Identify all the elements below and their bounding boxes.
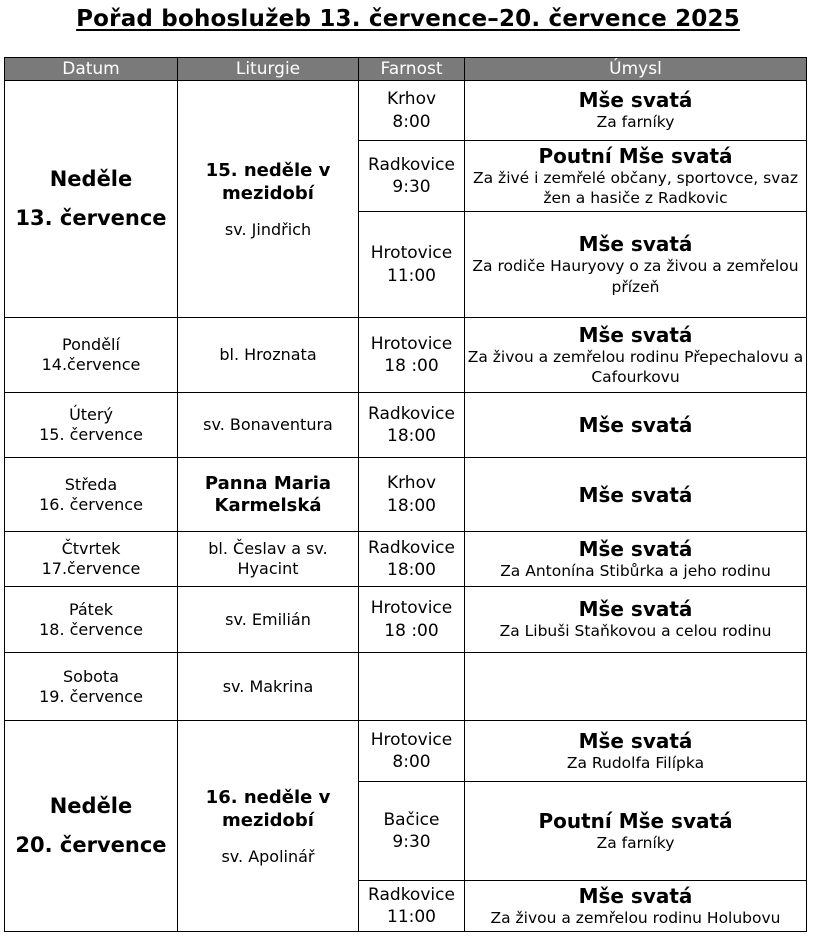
parish-cell: [359, 587, 465, 653]
parish-cell: [359, 653, 465, 721]
parish-name: Krhov: [386, 473, 437, 494]
header-row: [5, 58, 807, 81]
mass-type: Poutní Mše svatá: [538, 143, 733, 168]
mass-time: 9:30: [392, 177, 431, 197]
day-date: 16. července: [39, 494, 143, 514]
mass-intention: Za Libuši Staňkovou a celou rodinu: [499, 622, 772, 641]
mass-type: Mše svatá: [578, 413, 693, 437]
intention-cell: [465, 532, 807, 587]
mass-intention: Za živou a zemřelou rodinu Přepechalovu a Cafourkovu: [467, 347, 804, 386]
mass-intention: Za Antonína Stibůrka a jeho rodinu: [500, 561, 771, 580]
intention-cell: [465, 458, 807, 532]
day-date: 19. července: [39, 686, 143, 706]
liturgy-title: 16. neděle v mezidobí: [205, 786, 331, 832]
mass-intention: Za rodiče Hauryovy o za živou a zemřelou přízeň: [472, 257, 799, 296]
parish-cell: [359, 212, 465, 318]
day-date: 13. července: [15, 206, 167, 230]
intention-cell: [465, 782, 807, 881]
parish-name: Radkovice: [368, 154, 455, 175]
parish-name: Hrotovice: [370, 333, 453, 354]
mass-time: 18 :00: [384, 620, 439, 641]
intention-cell: [465, 653, 807, 721]
day-name: Čtvrtek: [61, 539, 121, 559]
parish-cell: [359, 393, 465, 458]
day-name: Úterý: [69, 405, 113, 425]
parish-name: Radkovice: [368, 884, 455, 905]
parish-name: Hrotovice: [370, 729, 453, 750]
intention-cell: [465, 318, 807, 393]
table-row: [5, 81, 807, 141]
liturgy-cell: Panna Maria Karmelská: [178, 458, 359, 532]
mass-time: 18:00: [387, 426, 436, 446]
date-cell: [5, 532, 178, 587]
table-row: [5, 587, 807, 653]
day-name: Pátek: [68, 599, 114, 619]
mass-type: Mše svatá: [578, 232, 693, 257]
intention-cell: [465, 881, 807, 932]
day-date: 18. července: [39, 619, 143, 639]
table-row: [5, 458, 807, 532]
header-parish: Farnost: [359, 58, 465, 81]
mass-intention: Za Rudolfa Filípka: [566, 753, 705, 772]
liturgy-cell: [178, 721, 359, 932]
day-name: Neděle: [49, 793, 133, 818]
intention-cell: [465, 721, 807, 782]
liturgy-cell: bl. Hroznata: [178, 318, 359, 393]
day-name: Středa: [64, 474, 118, 494]
mass-type: Mše svatá: [578, 597, 693, 622]
parish-cell: [359, 881, 465, 932]
day-name: Pondělí: [62, 335, 120, 355]
parish-cell: [359, 81, 465, 141]
mass-time: 11:00: [387, 265, 436, 286]
mass-intention: Za farníky: [596, 833, 675, 852]
mass-time: 9:30: [392, 832, 431, 852]
parish-cell: [359, 782, 465, 881]
date-cell: [5, 318, 178, 393]
date-cell: [5, 393, 178, 458]
day-name: Neděle: [49, 166, 133, 191]
intention-cell: [465, 81, 807, 141]
parish-cell: [359, 141, 465, 212]
table-row: [5, 721, 807, 782]
table-row: [5, 532, 807, 587]
intention-cell: [465, 393, 807, 458]
mass-time: 8:00: [392, 111, 431, 132]
mass-type: Mše svatá: [578, 88, 693, 113]
parish-name: Bačice: [383, 809, 440, 830]
parish-name: Radkovice: [368, 403, 455, 424]
parish-name: Hrotovice: [370, 598, 453, 619]
mass-type: Poutní Mše svatá: [538, 808, 733, 833]
header-intention: Úmysl: [465, 58, 807, 81]
day-date: 17.července: [41, 559, 141, 578]
schedule-table: [4, 57, 807, 932]
mass-type: Mše svatá: [578, 728, 693, 753]
liturgy-cell: sv. Emilián: [178, 587, 359, 653]
table-row: [5, 653, 807, 721]
mass-time: 18:00: [387, 495, 436, 516]
date-cell: [5, 587, 178, 653]
day-date: 15. července: [39, 425, 143, 444]
mass-intention: Za živou a zemřelou rodinu Holubovu: [490, 908, 781, 927]
mass-intention: Za živé i zemřelé občany, sportovce, svaz žen a hasiče z Radkovic: [473, 168, 798, 207]
mass-type: Mše svatá: [578, 536, 693, 561]
date-cell: [5, 81, 178, 318]
mass-type: Mše svatá: [578, 322, 693, 347]
parish-cell: [359, 318, 465, 393]
day-date: 14.července: [41, 355, 141, 374]
date-cell: [5, 458, 178, 532]
liturgy-saint: sv. Jindřich: [224, 219, 312, 239]
parish-cell: [359, 721, 465, 782]
mass-time: 18 :00: [384, 356, 439, 376]
parish-name: Krhov: [386, 89, 437, 110]
table-row: [5, 318, 807, 393]
parish-cell: [359, 458, 465, 532]
day-name: Sobota: [63, 666, 119, 686]
parish-name: Radkovice: [368, 537, 455, 558]
liturgy-saint: sv. Apolinář: [221, 846, 315, 866]
date-cell: [5, 653, 178, 721]
date-cell: [5, 721, 178, 932]
liturgy-title: 15. neděle v mezidobí: [205, 159, 331, 205]
day-date: 20. července: [15, 833, 167, 857]
liturgy-cell: bl. Česlav a sv. Hyacint: [178, 532, 359, 587]
header-liturgy: Liturgie: [178, 58, 359, 81]
header-date: Datum: [5, 58, 178, 81]
mass-intention: Za farníky: [596, 113, 675, 132]
mass-type: Mše svatá: [578, 883, 693, 908]
parish-cell: [359, 532, 465, 587]
mass-type: Mše svatá: [578, 482, 693, 507]
mass-time: 11:00: [387, 907, 436, 927]
intention-cell: [465, 212, 807, 318]
page-title: Pořad bohoslužeb 13. července–20. července 2025: [76, 6, 740, 32]
liturgy-cell: [178, 81, 359, 318]
intention-cell: [465, 141, 807, 212]
table-row: [5, 393, 807, 458]
intention-cell: [465, 587, 807, 653]
liturgy-cell: sv. Bonaventura: [178, 393, 359, 458]
mass-time: 18:00: [387, 560, 436, 580]
mass-time: 8:00: [392, 752, 431, 772]
liturgy-cell: sv. Makrina: [178, 653, 359, 721]
parish-name: Hrotovice: [370, 243, 453, 264]
